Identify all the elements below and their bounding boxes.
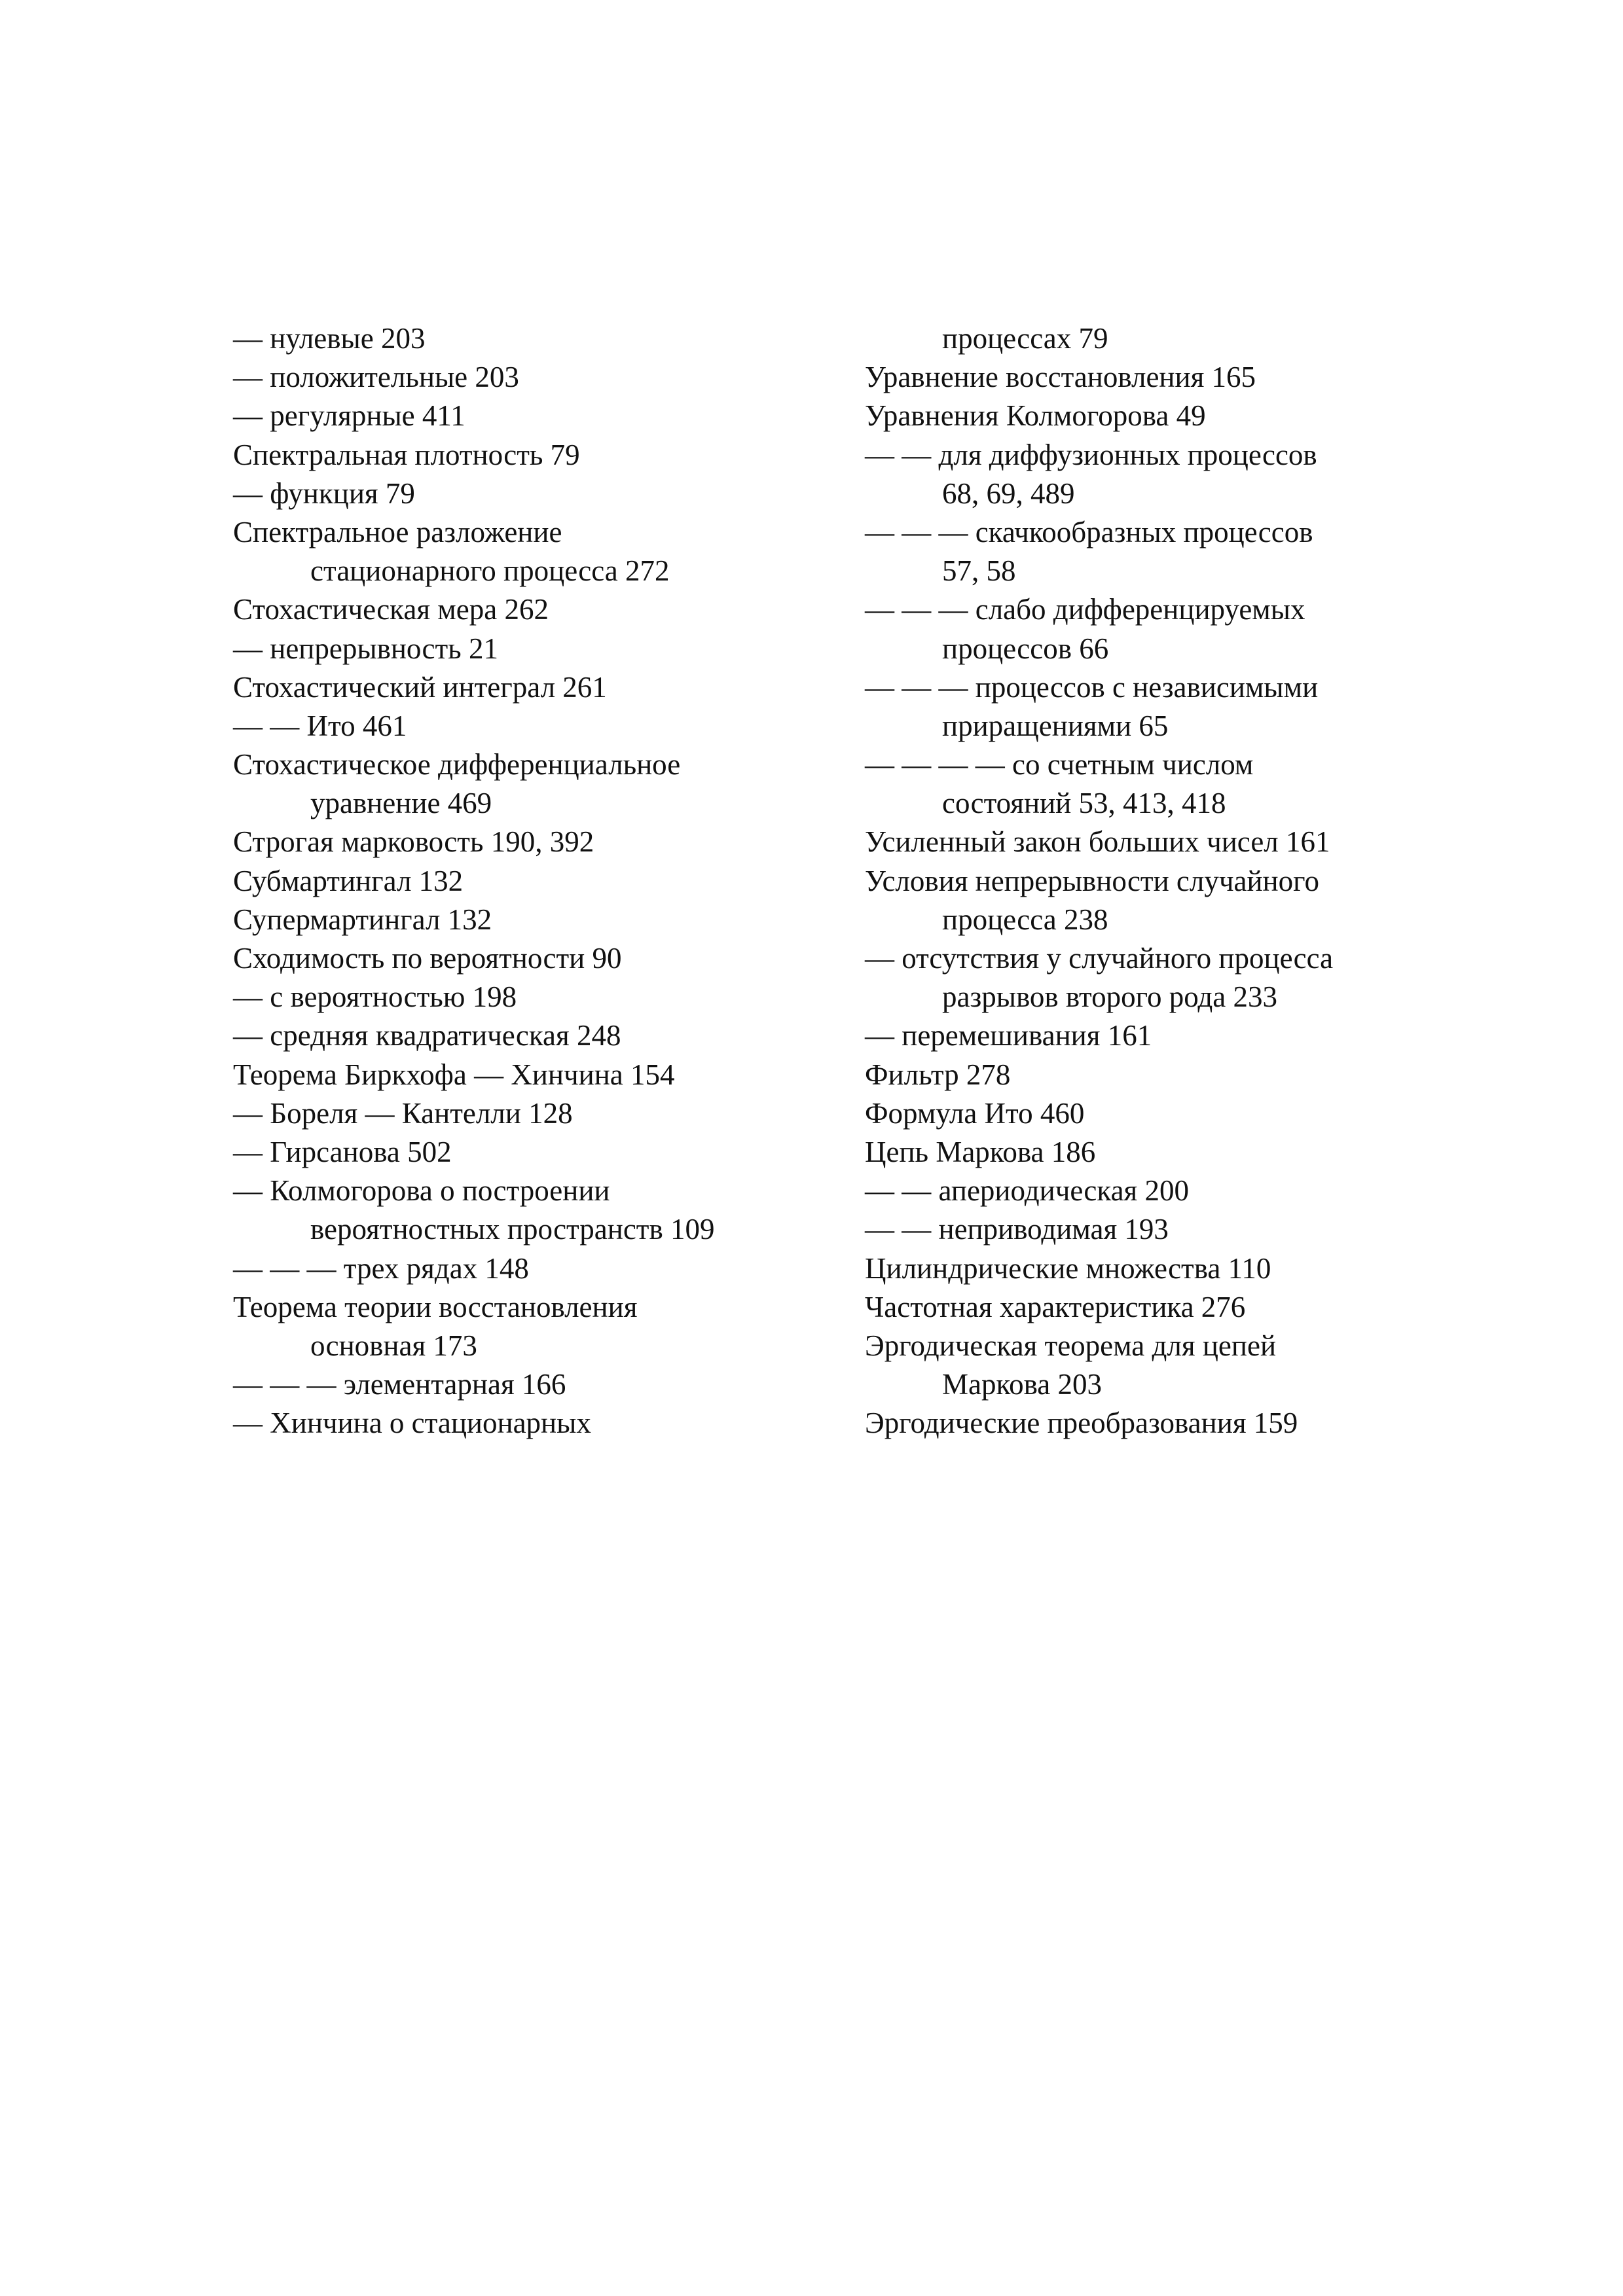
index-entry: — Колмогорова о построении [233, 1174, 610, 1208]
index-entry-continuation: процесса 238 [942, 903, 1108, 936]
index-entry: — — — процессов с независимыми [865, 670, 1319, 704]
index-entry: — — — — со счетным числом [865, 748, 1254, 781]
index-entry: — непрерывность 21 [233, 632, 498, 665]
index-entry: Теорема Биркхофа — Хинчина 154 [233, 1058, 675, 1091]
index-entry: Уравнения Колмогорова 49 [865, 399, 1206, 433]
index-entry-continuation: вероятностных пространств 109 [310, 1213, 715, 1246]
index-entry-continuation: стационарного процесса 272 [310, 554, 670, 588]
index-entry: Условия непрерывности случайного [865, 864, 1319, 897]
index-entry-continuation: разрывов второго рода 233 [942, 980, 1278, 1014]
index-entry-continuation: Маркова 203 [942, 1368, 1102, 1401]
index-entry: — — неприводимая 193 [865, 1213, 1169, 1246]
index-entry: — отсутствия у случайного процесса [865, 942, 1334, 975]
index-entry: Строгая марковость 190, 392 [233, 825, 594, 859]
index-entry: Цилиндрические множества 110 [865, 1251, 1271, 1285]
index-entry: — с вероятностью 198 [233, 980, 517, 1014]
index-entry: Сходимость по вероятности 90 [233, 942, 622, 975]
index-entry: — Гирсанова 502 [233, 1135, 452, 1168]
index-entry-continuation: 57, 58 [942, 554, 1016, 588]
index-entry: Уравнение восстановления 165 [865, 361, 1256, 394]
index-entry: Частотная характеристика 276 [865, 1290, 1246, 1323]
index-entry: — перемешивания 161 [865, 1019, 1152, 1052]
index-column-left [233, 319, 822, 1443]
index-entry: Цепь Маркова 186 [865, 1135, 1096, 1168]
index-entry: — — для диффузионных процессов [865, 438, 1317, 471]
index-entry: Теорема теории восстановления [233, 1290, 638, 1323]
index-entry-continuation: 68, 69, 489 [942, 476, 1075, 510]
index-entry-continuation: приращениями 65 [942, 709, 1169, 742]
index-entry: — — апериодическая 200 [865, 1174, 1189, 1208]
index-entry: — Хинчина о стационарных [233, 1407, 591, 1440]
index-entry: Формула Ито 460 [865, 1096, 1085, 1130]
index-entry: Усиленный закон больших чисел 161 [865, 825, 1330, 859]
index-entry: — — — скачкообразных процессов [865, 515, 1313, 548]
index-entry-continuation: уравнение 469 [310, 787, 492, 820]
index-entry: — Бореля — Кантелли 128 [233, 1096, 573, 1130]
index-entry: — регулярные 411 [233, 399, 465, 433]
index-entry: Супермартингал 132 [233, 903, 492, 936]
index-entry: Стохастическое дифференциальное [233, 748, 681, 781]
index-entry-continuation: основная 173 [310, 1329, 477, 1362]
index-entry-continuation: процессов 66 [942, 632, 1109, 665]
index-column-right [865, 319, 1454, 1443]
index-entry: — положительные 203 [233, 361, 519, 394]
index-entry: Эргодическая теорема для цепей [865, 1329, 1277, 1362]
index-entry: — — — трех рядах 148 [233, 1251, 529, 1285]
index-entry: Субмартингал 132 [233, 864, 464, 897]
index-entry: Стохастическая мера 262 [233, 593, 549, 626]
index-entry: — — — слабо дифференцируемых [865, 593, 1305, 626]
index-entry: — — Ито 461 [233, 709, 407, 742]
index-entry: Фильтр 278 [865, 1058, 1011, 1091]
index-entry: — функция 79 [233, 476, 415, 510]
index-entry: — нулевые 203 [233, 322, 426, 355]
index-entry: — — — элементарная 166 [233, 1368, 566, 1401]
index-entry: Эргодические преобразования 159 [865, 1407, 1298, 1440]
index-entry: Спектральная плотность 79 [233, 438, 580, 471]
index-entry: Спектральное разложение [233, 515, 562, 548]
index-entry-continuation: состояний 53, 413, 418 [942, 787, 1226, 820]
index-entry: — средняя квадратическая 248 [233, 1019, 621, 1052]
index-entry-continuation: процессах 79 [942, 322, 1108, 355]
index-entry: Стохастический интеграл 261 [233, 670, 607, 704]
